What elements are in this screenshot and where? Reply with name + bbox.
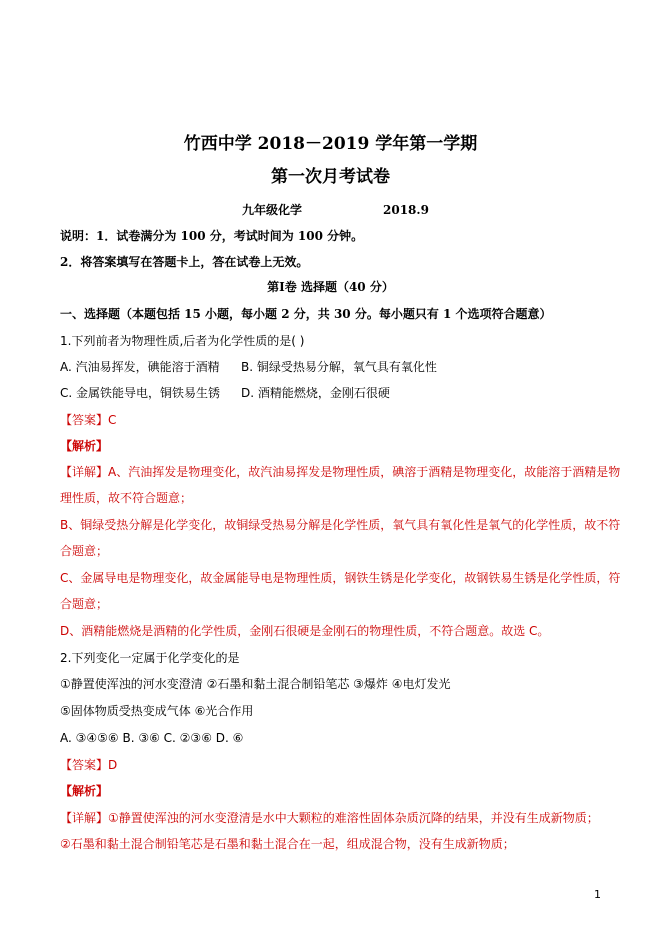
question-1-analysis-label: 【解析】	[60, 439, 109, 453]
question-2-detail-line-2: ②石墨和黏土混合制铅笔芯是石墨和黏土混合在一起，组成混合物，没有生成新物质；	[60, 837, 515, 851]
question-1-option-c: C. 金属铁能导电，铜铁易生锈	[60, 386, 221, 400]
question-1-option-a: A. 汽油易挥发，碘能溶于酒精	[60, 360, 220, 374]
question-1-option-b: B. 铜绿受热易分解，氧气具有氧化性	[241, 360, 437, 374]
question-2-answer: 【答案】D	[60, 758, 118, 772]
part-one-heading: 一、选择题（本题包括 15 小题，每小题 2 分，共 30 分。每小题只有 1 个选项符合题意）	[60, 307, 552, 321]
question-2-items-line-2: ⑤固体物质受热变成气体 ⑥光合作用	[60, 704, 254, 718]
question-1-detail-line-4: 合题意；	[60, 544, 109, 558]
question-1-stem: 1.下列前者为物理性质,后者为化学性质的是( )	[60, 334, 305, 348]
question-1-answer: 【答案】C	[60, 413, 117, 427]
instruction-line-2: 2．将答案填写在答题卡上，答在试卷上无效。	[60, 255, 309, 269]
exam-title: 第一次月考试卷	[271, 167, 390, 187]
subject-label: 九年级化学	[242, 203, 303, 217]
question-1-detail-line-2: 理性质，故不符合题意；	[60, 491, 193, 505]
question-1-option-d: D. 酒精能燃烧，金刚石很硬	[241, 386, 390, 400]
exam-date: 2018.9	[383, 203, 429, 217]
question-1-detail-line-3: B、铜绿受热分解是化学变化，故铜绿受热易分解是化学性质，氧气具有氧化性是氧气的化学性质，故不符	[60, 518, 621, 532]
instruction-line-1: 说明：1．试卷满分为 100 分，考试时间为 100 分钟。	[60, 229, 364, 243]
question-2-options: A. ③④⑤⑥ B. ③⑥ C. ②③⑥ D. ⑥	[60, 731, 244, 745]
question-2-detail-line-1: 【详解】①静置使浑浊的河水变澄清是水中大颗粒的难溶性固体杂质沉降的结果，并没有生成新物质；	[60, 811, 599, 825]
question-1-detail-line-6: 合题意；	[60, 597, 109, 611]
question-2-items-line-1: ①静置使浑浊的河水变澄清 ②石墨和黏土混合制铅笔芯 ③爆炸 ④电灯发光	[60, 677, 451, 691]
question-1-detail-line-7: D、酒精能燃烧是酒精的化学性质，金刚石很硬是金刚石的物理性质，不符合题意。故选 C。	[60, 624, 550, 638]
school-title: 竹西中学 2018－2019 学年第一学期	[183, 134, 478, 154]
question-1-detail-line-1: 【详解】A、汽油挥发是物理变化，故汽油易挥发是物理性质，碘溶于酒精是物理变化，故能溶于酒精是物	[60, 465, 621, 479]
question-2-analysis-label: 【解析】	[60, 784, 109, 798]
question-1-detail-line-5: C、金属导电是物理变化，故金属能导电是物理性质，钢铁生锈是化学变化，故钢铁易生锈是化学性质，符	[60, 571, 621, 585]
question-2-stem: 2.下列变化一定属于化学变化的是	[60, 651, 240, 665]
page-number: 1	[594, 888, 601, 901]
section-title: 第Ⅰ卷 选择题（40 分）	[267, 280, 394, 294]
